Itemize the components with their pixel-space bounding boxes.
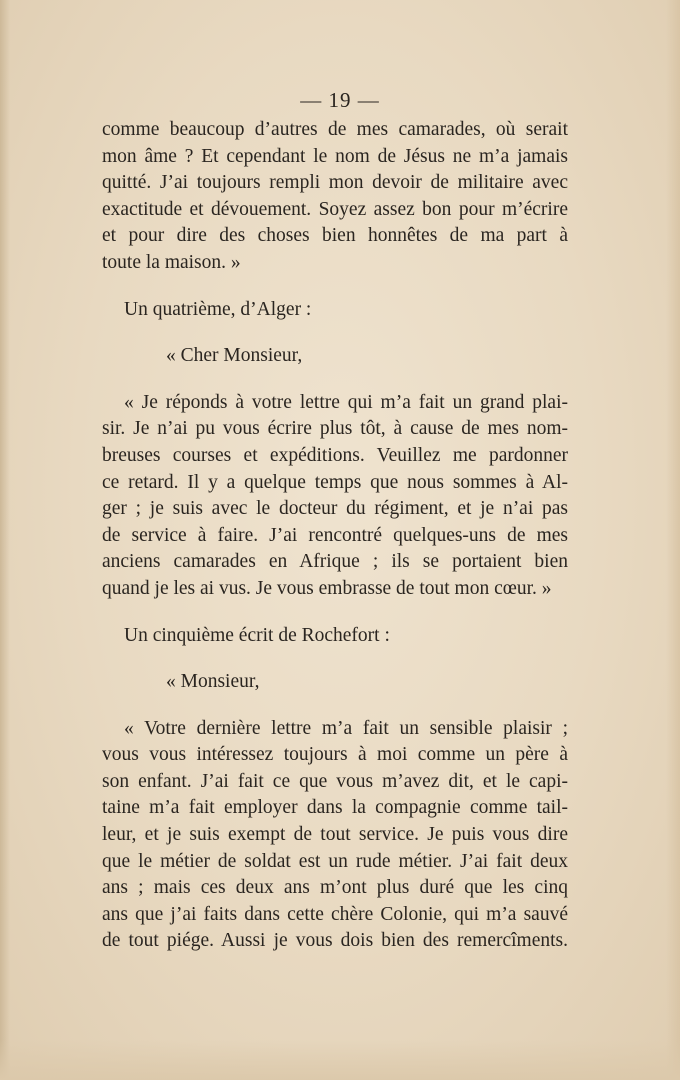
text-line: « Je réponds à votre lettre qui m’a fait un grand plai- bbox=[124, 391, 568, 413]
page-bottom-edge bbox=[0, 1040, 680, 1080]
text-line: quand je les ai vus. Je vous embrasse de tout mon cœur. » bbox=[102, 577, 552, 599]
text-line: toute la maison. » bbox=[102, 251, 241, 273]
text-line: breuses courses et expéditions. Veuillez me pardonner bbox=[102, 444, 568, 466]
letter-intro: Un cinquième écrit de Rochefort : bbox=[124, 624, 390, 646]
text-line: sir. Je n’ai pu vous écrire plus tôt, à cause de mes nom- bbox=[102, 418, 568, 440]
text-line: comme beaucoup d’autres de mes camarades, où serait bbox=[102, 119, 568, 140]
page-number: — 19 — bbox=[300, 88, 380, 112]
text-line: de service à faire. J’ai rencontré quelques-uns de mes bbox=[102, 524, 568, 546]
letter-salutation: « Monsieur, bbox=[166, 671, 260, 693]
text-line: vous vous intéressez toujours à moi comme un père à bbox=[102, 744, 568, 766]
text-line: leur, et je suis exempt de tout service. Je puis vous dire bbox=[102, 824, 568, 846]
text-line: mon âme ? Et cependant le nom de Jésus ne m’a jamais bbox=[102, 145, 568, 167]
page-gutter-shadow bbox=[0, 0, 10, 1080]
text-line: quitté. J’ai toujours rempli mon devoir de militaire avec bbox=[102, 172, 568, 194]
body-text bbox=[102, 117, 568, 955]
text-line: ans ; mais ces deux ans m’ont plus duré que les cinq bbox=[102, 877, 568, 899]
text-line: taine m’a fait employer dans la compagnie comme tail- bbox=[102, 797, 568, 819]
text-line: anciens camarades en Afrique ; ils se portaient bien bbox=[102, 551, 568, 573]
text-line: que le métier de soldat est un rude métier. J’ai fait deux bbox=[102, 850, 568, 872]
text-line: ger ; je suis avec le docteur du régiment, et je n’ai pas bbox=[102, 498, 568, 520]
text-line: « Votre dernière lettre m’a fait un sensible plaisir ; bbox=[124, 717, 568, 739]
letter-salutation: « Cher Monsieur, bbox=[166, 345, 303, 367]
page-edge bbox=[666, 0, 680, 1080]
text-line: et pour dire des choses bien honnêtes de ma part à bbox=[102, 225, 568, 247]
text-line: de tout piége. Aussi je vous dois bien des remercîments. bbox=[102, 930, 568, 952]
text-line: son enfant. J’ai fait ce que vous m’avez dit, et le capi- bbox=[102, 770, 568, 792]
text-line: ce retard. Il y a quelque temps que nous sommes à Al- bbox=[102, 471, 568, 493]
text-line: ans que j’ai faits dans cette chère Colonie, qui m’a sauvé bbox=[102, 903, 568, 925]
text-line: exactitude et dévouement. Soyez assez bon pour m’écrire bbox=[102, 198, 568, 220]
letter-intro: Un quatrième, d’Alger : bbox=[124, 298, 312, 320]
